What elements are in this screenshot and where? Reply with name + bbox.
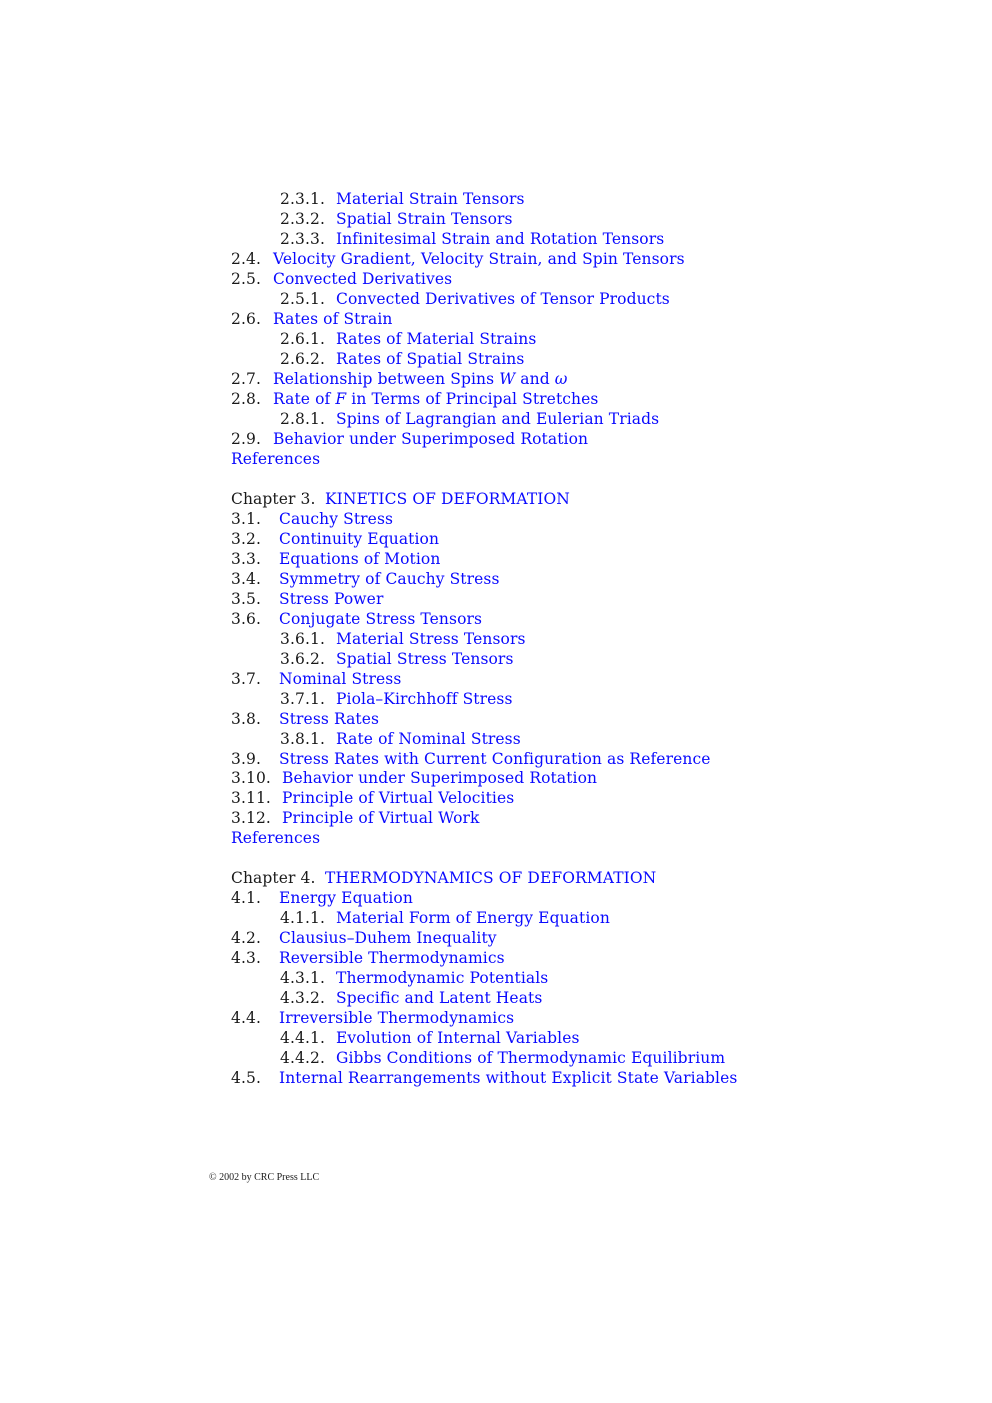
section-title-link[interactable]: Principle of Virtual Velocities: [282, 789, 515, 807]
chapter-number: Chapter 3.: [231, 490, 316, 508]
section-title-link[interactable]: Evolution of Internal Variables: [336, 1029, 580, 1047]
references-link[interactable]: References: [231, 829, 321, 847]
section-number: 2.4.: [231, 250, 261, 268]
section-number: 4.4.2.: [280, 1049, 325, 1067]
section-title-link[interactable]: Equations of Motion: [279, 550, 441, 568]
section-number: 3.12.: [231, 809, 271, 827]
title-text: Rate of: [273, 390, 336, 408]
title-text: and: [515, 370, 555, 388]
section-title-link[interactable]: Spatial Stress Tensors: [336, 650, 514, 668]
section-number: 2.3.3.: [280, 230, 325, 248]
section-number: 3.7.1.: [280, 690, 325, 708]
section-title-link[interactable]: Convected Derivatives of Tensor Products: [336, 290, 670, 308]
section-title-link[interactable]: Clausius–Duhem Inequality: [279, 929, 497, 947]
title-text: Relationship between Spins: [273, 370, 500, 388]
section-number: 4.3.2.: [280, 989, 325, 1007]
section-title-link[interactable]: Stress Rates with Current Configuration as Reference: [279, 750, 711, 768]
copyright-footer: © 2002 by CRC Press LLC: [209, 1172, 320, 1183]
section-number: 3.4.: [231, 570, 261, 588]
math-symbol: W: [499, 370, 516, 388]
section-number: 2.9.: [231, 430, 261, 448]
section-number: 4.3.: [231, 949, 261, 967]
section-title-link[interactable]: Specific and Latent Heats: [336, 989, 543, 1007]
section-title-link[interactable]: Internal Rearrangements without Explicit State Variables: [279, 1069, 738, 1087]
section-number: 2.8.: [231, 390, 261, 408]
section-number: 4.3.1.: [280, 969, 325, 987]
section-title-link[interactable]: [273, 389, 598, 409]
section-number: 3.6.1.: [280, 630, 325, 648]
section-number: 3.6.2.: [280, 650, 325, 668]
section-title-link[interactable]: Nominal Stress: [279, 670, 402, 688]
section-number: 2.5.1.: [280, 290, 325, 308]
section-number: 2.6.2.: [280, 350, 325, 368]
math-symbol: ω: [554, 370, 568, 388]
chapter-number: Chapter 4.: [231, 869, 316, 887]
section-number: 2.7.: [231, 370, 261, 388]
math-symbol: F: [335, 390, 347, 408]
section-title-link[interactable]: [273, 369, 568, 389]
section-number: 2.3.1.: [280, 190, 325, 208]
section-title-link[interactable]: Symmetry of Cauchy Stress: [279, 570, 500, 588]
section-number: 3.5.: [231, 590, 261, 608]
section-title-link[interactable]: Stress Power: [279, 590, 384, 608]
section-title-link[interactable]: Material Form of Energy Equation: [336, 909, 610, 927]
section-title-link[interactable]: Rates of Spatial Strains: [336, 350, 525, 368]
section-number: 3.10.: [231, 769, 271, 787]
section-title-link[interactable]: Thermodynamic Potentials: [336, 969, 549, 987]
references-link[interactable]: References: [231, 450, 321, 468]
section-title-link[interactable]: Conjugate Stress Tensors: [279, 610, 483, 628]
section-title-link[interactable]: Piola–Kirchhoff Stress: [336, 690, 513, 708]
section-number: 2.3.2.: [280, 210, 325, 228]
section-title-link[interactable]: Rate of Nominal Stress: [336, 730, 521, 748]
section-title-link[interactable]: Rates of Material Strains: [336, 330, 537, 348]
section-number: 4.4.1.: [280, 1029, 325, 1047]
section-number: 4.5.: [231, 1069, 261, 1087]
section-number: 2.5.: [231, 270, 261, 288]
section-title-link[interactable]: Spins of Lagrangian and Eulerian Triads: [336, 410, 660, 428]
section-title-link[interactable]: Continuity Equation: [279, 530, 440, 548]
section-title-link[interactable]: Stress Rates: [279, 710, 380, 728]
section-number: 3.11.: [231, 789, 271, 807]
section-title-link[interactable]: Material Strain Tensors: [336, 190, 525, 208]
section-title-link[interactable]: Material Stress Tensors: [336, 630, 526, 648]
title-text: in Terms of Principal Stretches: [346, 390, 599, 408]
section-number: 3.8.: [231, 710, 261, 728]
section-number: 4.1.: [231, 889, 261, 907]
section-number: 3.2.: [231, 530, 261, 548]
section-number: 2.6.: [231, 310, 261, 328]
section-number: 3.7.: [231, 670, 261, 688]
section-title-link[interactable]: Rates of Strain: [273, 310, 393, 328]
section-number: 3.9.: [231, 750, 261, 768]
section-title-link[interactable]: Velocity Gradient, Velocity Strain, and Spin Tensors: [273, 250, 685, 268]
section-title-link[interactable]: Spatial Strain Tensors: [336, 210, 513, 228]
section-title-link[interactable]: Reversible Thermodynamics: [279, 949, 505, 967]
section-number: 3.1.: [231, 510, 261, 528]
chapter-title-link[interactable]: THERMODYNAMICS OF DEFORMATION: [325, 869, 657, 887]
section-title-link[interactable]: Energy Equation: [279, 889, 413, 907]
section-title-link[interactable]: Gibbs Conditions of Thermodynamic Equilibrium: [336, 1049, 726, 1067]
section-title-link[interactable]: Cauchy Stress: [279, 510, 394, 528]
section-title-link[interactable]: Behavior under Superimposed Rotation: [273, 430, 589, 448]
section-number: 4.4.: [231, 1009, 261, 1027]
section-title-link[interactable]: Behavior under Superimposed Rotation: [282, 769, 598, 787]
section-number: 2.8.1.: [280, 410, 325, 428]
section-number: 2.6.1.: [280, 330, 325, 348]
section-title-link[interactable]: Convected Derivatives: [273, 270, 453, 288]
section-title-link[interactable]: Principle of Virtual Work: [282, 809, 480, 827]
section-title-link[interactable]: Infinitesimal Strain and Rotation Tensors: [336, 230, 665, 248]
section-title-link[interactable]: Irreversible Thermodynamics: [279, 1009, 515, 1027]
section-number: 4.1.1.: [280, 909, 325, 927]
section-number: 4.2.: [231, 929, 261, 947]
section-number: 3.3.: [231, 550, 261, 568]
section-number: 3.6.: [231, 610, 261, 628]
chapter-title-link[interactable]: KINETICS OF DEFORMATION: [325, 490, 570, 508]
section-number: 3.8.1.: [280, 730, 325, 748]
